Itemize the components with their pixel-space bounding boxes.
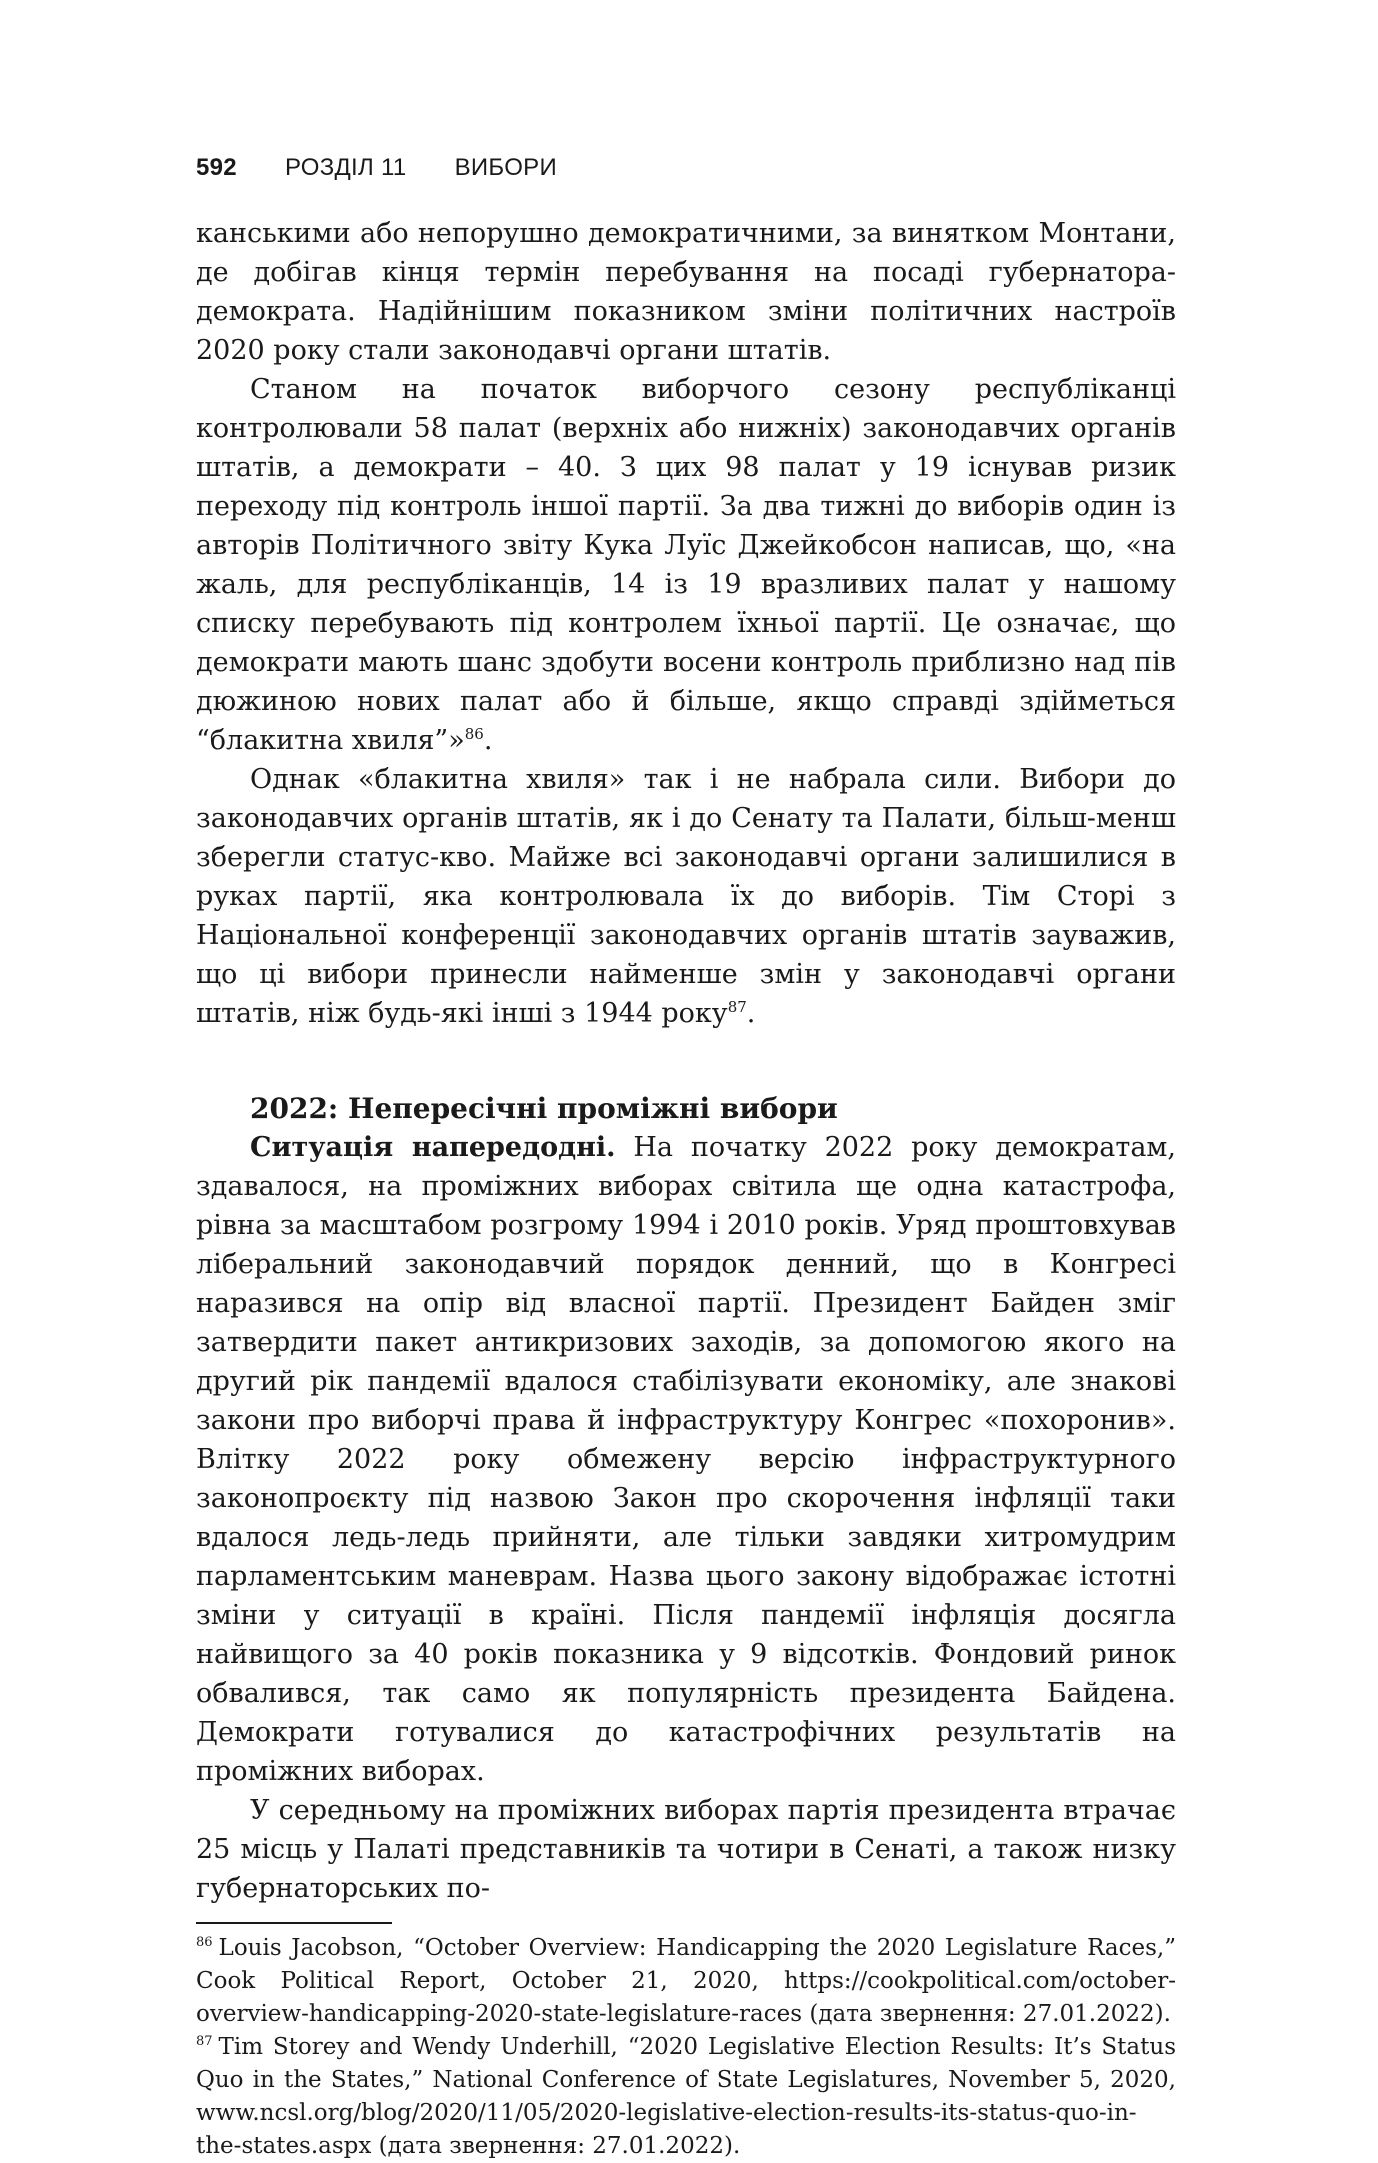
paragraph-text: У середньому на проміжних виборах партія президента втрачає 25 місць у Палаті представників та чотири в Сенаті, а також низку губернаторських по- bbox=[196, 1795, 1176, 1904]
footnote-86 bbox=[196, 1932, 1176, 2031]
section-heading: 2022: Непересічні проміжні вибори bbox=[250, 1092, 838, 1125]
footnote-ref-87[interactable]: 87 bbox=[727, 998, 747, 1016]
paragraph-end: . bbox=[746, 998, 756, 1029]
paragraph-text: Станом на початок виборчого сезону республіканці контролювали 58 палат (верхніх або нижніх) законодавчих органів штатів, а демократи – 40. З цих 98 палат у 19 існував ризик переходу під контроль іншої партії. За два тижні до виборів один із авторів Політичного звіту Кука Луїс Джейкобсон написав, що, «на жаль, для республіканців, 14 із 19 вразливих палат у нашому списку перебувають під контролем їхньої партії. Це означає, що демократи мають шанс здобути восени контроль приблизно над пів дюжиною нових палат або й більше, якщо справді здійметься “блакитна хвиля”» bbox=[196, 374, 1176, 756]
paragraph-text: На початку 2022 року демократам, здавалося, на проміжних виборах світила ще одна катастрофа, рівна за масштабом розгрому 1994 і 2010 років. Уряд проштовхував ліберальний законодавчий порядок денний, що в Конгресі наразився на опір від власної партії. Президент Байден зміг затвердити пакет антикризових заходів, за допомогою якого на другий рік пандемії вдалося стабілізувати економіку, але знакові закони про виборчі права й інфраструктуру Конгрес «похоронив». Влітку 2022 року обмежену версію інфраструктурного законопроєкту під назвою Закон про скорочення інфляції таки вдалося ледь-ледь прийняти, але тільки завдяки хитромудрим парламентським маневрам. Назва цього закону відображає істотні зміни у ситуації в країні. Після пандемії інфляція досягла найвищого за 40 років показника у 9 відсотків. Фондовий ринок обвалився, так само як популярність президента Байдена. Демократи готувалися до катастрофічних результатів на проміжних виборах. bbox=[196, 1132, 1177, 1787]
footnote-number: 87 bbox=[196, 2034, 213, 2050]
footnote-ref-86[interactable]: 86 bbox=[464, 725, 484, 743]
running-header bbox=[196, 150, 1176, 186]
chapter-title: ВИБОРИ bbox=[454, 154, 558, 181]
paragraph-end: . bbox=[483, 725, 493, 756]
footnote-text: Louis Jacobson, “October Overview: Handicapping the 2020 Legislature Races,” Cook Political Report, October 21, 2020, https://cookpolitical.com/october-overview-handicapping-2020-state-legislature-races (дата звернення: 27.01.2022). bbox=[196, 1935, 1176, 2027]
footnote-87 bbox=[196, 2031, 1176, 2163]
paragraph-text: канськими або непорушно демократичними, за винятком Монтани, де добігав кінця термін перебування на посаді губернатора-демократа. Надійнішим показником зміни політичних настроїв 2020 року стали законодавчі органи штатів. bbox=[196, 218, 1176, 366]
run-in-heading: Ситуація напередодні. bbox=[250, 1132, 616, 1163]
page-number: 592 bbox=[196, 154, 237, 181]
footnote-text: Tim Storey and Wendy Underhill, “2020 Legislative Election Results: It’s Status Quo in the States,” National Conference of State Legislatures, November 5, 2020, www.ncsl.org/blog/2020/11/05/2020-legislative-election-results-its-status-quo-in-the-states.aspx (дата звернення: 27.01.2022). bbox=[196, 2034, 1176, 2159]
footnote-divider bbox=[196, 1922, 392, 1924]
paragraph bbox=[196, 760, 1176, 1033]
chapter-label: РОЗДІЛ 11 bbox=[284, 154, 407, 181]
footnote-number: 86 bbox=[196, 1935, 213, 1951]
paragraph bbox=[196, 1791, 1176, 1908]
paragraph bbox=[196, 214, 1176, 370]
book-page bbox=[196, 150, 1176, 2163]
paragraph-text: Однак «блакитна хвиля» так і не набрала сили. Вибори до законодавчих органів штатів, як і до Сенату та Палати, більш-менш зберегли статус-кво. Майже всі законодавчі органи залишилися в руках партії, яка контролювала їх до виборів. Тім Сторі з Національної конференції законодавчих органів штатів зауважив, що ці вибори принесли найменше змін у законодавчі органи штатів, ніж будь-які інші з 1944 року bbox=[196, 764, 1176, 1029]
paragraph bbox=[196, 1128, 1176, 1791]
paragraph bbox=[196, 370, 1176, 760]
body-text bbox=[196, 214, 1176, 1908]
footnotes bbox=[196, 1932, 1176, 2163]
